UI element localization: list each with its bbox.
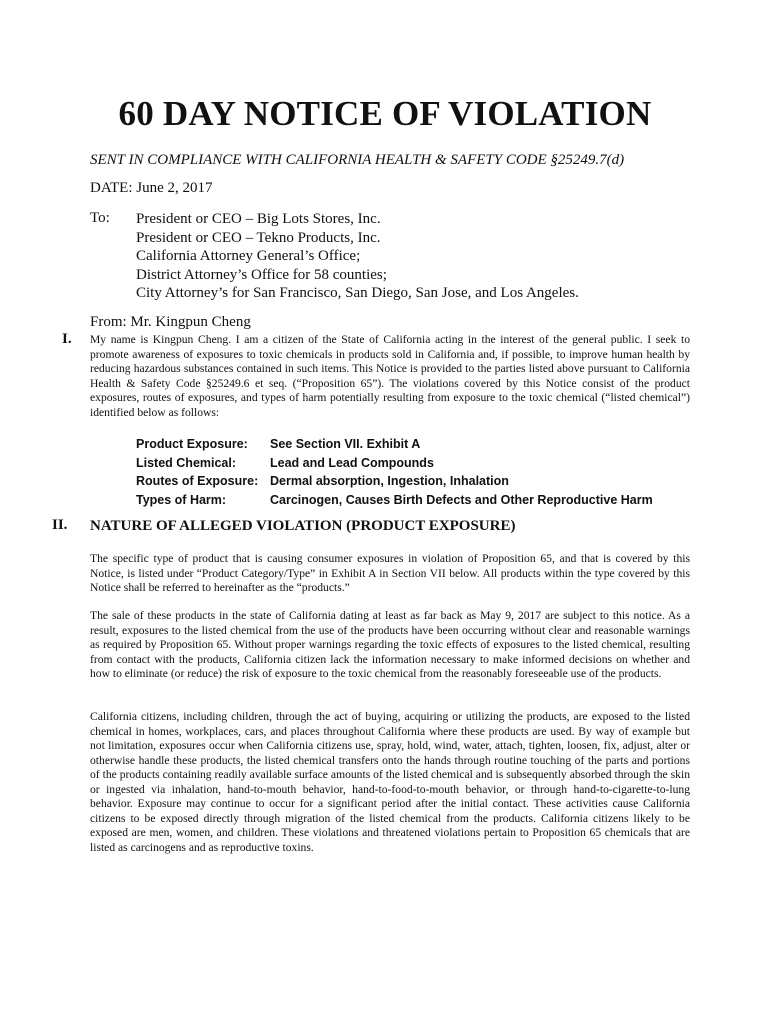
from-line: From: Mr. Kingpun Cheng <box>90 314 251 330</box>
recipient-list <box>136 210 579 303</box>
summary-row <box>136 491 653 510</box>
summary-value: Carcinogen, Causes Birth Defects and Other Reproductive Harm <box>270 492 653 507</box>
section-2-paragraph: The sale of these products in the state of California dating at least as far back as May 9, 2017 are subject to this notice. As a result, exposures to the listed chemical from the use of the products have been occurring without clear and reasonable warnings as required by Proposition 65. Without proper warnings regarding the toxic effects of exposures to the listed chemical, resulting from contact with the products, California citizen lack the information necessary to make informed decisions on whether and how to eliminate (or reduce) the risk of exposure to the toxic chemical from the reasonably foreseeable use of the products. <box>90 609 690 680</box>
recipient-item: District Attorney’s Office for 58 counties; <box>136 266 387 283</box>
recipient-item: President or CEO – Tekno Products, Inc. <box>136 229 381 246</box>
recipient-item: California Attorney General’s Office; <box>136 248 361 264</box>
compliance-subtitle: SENT IN COMPLIANCE WITH CALIFORNIA HEALTH & SAFETY CODE §25249.7(d) <box>90 152 625 168</box>
section-heading: NATURE OF ALLEGED VIOLATION (PRODUCT EXPOSURE) <box>90 518 516 534</box>
section-number: I. <box>62 331 72 347</box>
recipient-item: City Attorney’s for San Francisco, San Diego, San Jose, and Los Angeles. <box>136 285 579 301</box>
section-2-paragraph: The specific type of product that is causing consumer exposures in violation of Proposition 65, and that is covered by this Notice, is listed under “Product Category/Type” in Exhibit A in Section VII below. All products within the type covered by this Notice shall be referred to hereinafter as the “products.” <box>90 552 690 594</box>
notice-date: DATE: June 2, 2017 <box>90 180 213 196</box>
document-title: 60 DAY NOTICE OF VIOLATION <box>118 94 652 133</box>
to-label: To: <box>90 210 110 226</box>
summary-value: See Section VII. Exhibit A <box>270 437 421 451</box>
summary-value: Dermal absorption, Ingestion, Inhalation <box>270 474 509 489</box>
summary-label: Routes of Exposure: <box>136 474 259 489</box>
violation-summary <box>136 435 653 509</box>
summary-row <box>136 435 653 454</box>
section-2-paragraph: California citizens, including children, through the act of buying, acquiring or utilizing the products, are exposed to the listed chemical in homes, workplaces, cars, and places throughout California where these products are used. By way of example but not limitation, exposures occur when California citizens use, spray, hold, wind, water, attach, tighten, loosen, fix, adjust, alter or otherwise handle these products, the listed chemical transfers onto the hands through routine touching of the parts and portions of the products containing readily available surface amounts of the listed chemical and is subsequently absorbed through the skin or ingested via inhalation, hand-to-mouth behavior, hand-to-food-to-mouth behavior, or through hand-to-cigarette-to-lung behavior. Exposure may continue to occur for a significant period after the initial contact. These activities cause California citizens to be exposed directly through migration of the listed chemical from the products. California citizens likely to be exposed are men, women, and children. These violations and threatened violations pertain to Proposition 65 chemicals that are listed as carcinogens and as reproductive toxins. <box>90 710 690 854</box>
summary-label: Product Exposure: <box>136 437 248 451</box>
recipient-item: President or CEO – Big Lots Stores, Inc. <box>136 211 381 227</box>
summary-row <box>136 454 653 473</box>
summary-value: Lead and Lead Compounds <box>270 455 434 470</box>
section-number: II. <box>52 517 68 533</box>
summary-label: Types of Harm: <box>136 492 227 507</box>
summary-label: Listed Chemical: <box>136 455 237 470</box>
section-1-paragraph: My name is Kingpun Cheng. I am a citizen of the State of California acting in the interest of the general public. I seek to promote awareness of exposures to toxic chemicals in products sold in California and, if possible, to improve human health by reducing hazardous substances contained in such items. This Notice is provided to the parties listed above pursuant to California Health & Safety Code §25249.6 et seq. (“Proposition 65”). The violations covered by this Notice consist of the product exposures, routes of exposures, and types of harm potentially resulting from exposure to the toxic chemical (“listed chemical”) identified below as follows: <box>90 333 690 419</box>
summary-row <box>136 472 653 491</box>
